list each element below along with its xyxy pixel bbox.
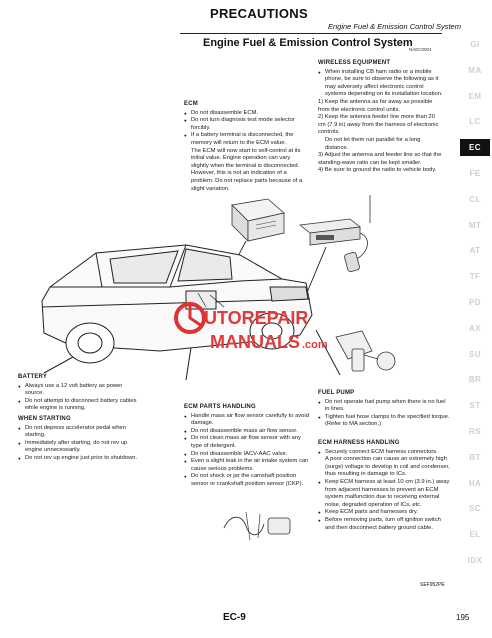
fuel-pump-block [318, 390, 450, 429]
wireless-item: 3) Adjust the antenna and feeder line so that the standing-wave ratio can be kept smaller. [318, 152, 442, 166]
tab-ma[interactable]: MA [468, 65, 482, 75]
tab-lc[interactable]: LC [469, 117, 481, 127]
tab-br[interactable]: BR [468, 375, 482, 385]
tab-su[interactable]: SU [469, 349, 481, 359]
fuel-pump-drawing [336, 331, 395, 371]
watermark-line2: MANUALS [210, 332, 300, 352]
fuel-heading: FUEL PUMP [318, 390, 355, 396]
tab-ha[interactable]: HA [468, 478, 482, 488]
sensor-sketch [220, 508, 296, 544]
tab-fe[interactable]: FE [469, 169, 481, 178]
harness-item: ● Before removing parts, turn off ignition switch and then disconnect battery ground cable. [318, 517, 450, 532]
tab-pd[interactable]: PD [469, 298, 481, 307]
wireless-item: 1) Keep the antenna as far away as possible from the electronic control units. [318, 98, 433, 113]
tab-el[interactable]: EL [469, 530, 481, 540]
page-number-label: EC-9 [223, 612, 246, 623]
ecm-block [184, 101, 308, 193]
ecm-item: ● If a battery terminal is disconnected, the memory will return to the ECM value. [184, 132, 308, 147]
harness-item: ● Keep ECM harness at least 10 cm (3.9 in.) away from adjacent harnesses to prevent an ECM system malfunction due to receiving external noise, degraded operation of ICs, etc. [318, 479, 450, 509]
section-code: NAEC0004 [409, 47, 432, 52]
wireless-item: Do not let them run parallel for a long distance. [325, 136, 421, 151]
tab-tf[interactable]: TF [469, 272, 481, 282]
ecm-unit-drawing [232, 199, 284, 241]
starting-item: ● Immediately after starting, do not rev up engine unnecessarily. [18, 440, 142, 455]
fuel-item: ● Tighten fuel hose clamps to the specified torque. (Refer to MA section.) [318, 414, 450, 429]
battery-heading: BATTERY [18, 374, 48, 380]
parts-item: ● Do not disassemble mass air flow sensor. [184, 428, 312, 436]
starting-heading: WHEN STARTING [18, 415, 71, 422]
battery-item: ● Always use a 12 volt battery as power source. [18, 383, 142, 398]
wireless-equipment-block [318, 60, 444, 175]
starting-item: ● Do not rev up engine just prior to shutdown. [18, 455, 142, 463]
tab-mt[interactable]: MT [468, 220, 482, 230]
tab-idx[interactable]: IDX [467, 556, 483, 565]
battery-item: ● Do not attempt to disconnect battery cables while engine is running. [18, 398, 142, 413]
parts-heading: ECM PARTS HANDLING [184, 404, 256, 410]
parts-handling-block [184, 404, 312, 489]
wireless-heading: WIRELESS EQUIPMENT [318, 60, 391, 66]
tab-at[interactable]: AT [469, 246, 481, 256]
watermark-logo [172, 298, 342, 370]
tab-gi[interactable]: GI [470, 40, 480, 49]
wireless-item: 4) Be sure to ground the radio to vehicle body. [318, 167, 437, 174]
battery-block [18, 374, 142, 463]
parts-item: ● Do not disassemble IACV-AAC valve. [184, 451, 312, 459]
tab-sc[interactable]: SC [469, 504, 481, 514]
tab-st[interactable]: ST [469, 401, 481, 411]
tab-cl[interactable]: CL [469, 194, 481, 204]
radio-drawing [300, 195, 370, 272]
page-header-title: PRECAUTIONS [210, 6, 308, 21]
wireless-item: 2) Keep the antenna feeder line more than 20 cm (7.9 in) away from the harness of electronic controls. [318, 114, 439, 136]
parts-item: ● Even a slight leak in the air intake system can cause serious problems. [184, 458, 312, 473]
ecm-heading: ECM [184, 101, 198, 107]
harness-note: A poor connection can cause an extremely high (surge) voltage to develop in coil and condenser, thus resulting in damage to ICs. [325, 456, 450, 478]
header-divider [180, 33, 442, 34]
tab-em[interactable]: EM [468, 91, 482, 101]
harness-item: ● Keep ECM parts and harnesses dry. [318, 509, 450, 517]
ecm-item: ● Do not turn diagnosis test mode selector forcibly. [184, 117, 308, 132]
harness-block [318, 440, 450, 532]
harness-item: ● Securely connect ECM harness connectors. [318, 449, 450, 457]
ecm-note: The ECM will now start to self-control at its initial value. Engine operation can vary slightly when the terminal is disconnected. However, this is not an indication of a problem. Do not replace parts because of a slight variation. [191, 147, 303, 192]
parts-item: ● Do not shock or jar the camshaft position sensor or crankshaft position sensor (CKP). [184, 473, 312, 488]
tab-rs[interactable]: RS [469, 427, 481, 436]
parts-item: ● Do not clean mass air flow sensor with any type of detergent. [184, 435, 312, 450]
tab-ax[interactable]: AX [469, 323, 481, 333]
starting-item: ● Do not depress accelerator pedal when starting. [18, 425, 142, 440]
parts-item: ● Handle mass air flow sensor carefully to avoid damage. [184, 413, 312, 428]
harness-heading: ECM HARNESS HANDLING [318, 440, 400, 446]
watermark-suffix: .com [302, 339, 328, 351]
section-title: Engine Fuel & Emission Control System [203, 37, 413, 49]
ecm-item: ● Do not disassemble ECM. [184, 110, 308, 118]
figure-code: SEF952PE [420, 582, 445, 588]
page-header-subtitle: Engine Fuel & Emission Control System [328, 22, 461, 31]
wireless-bullet: ● When installing CB ham radio or a mobile phone, be sure to observe the following as it may adversely affect electronic control systems depending on its installation location. [318, 69, 444, 99]
fuel-item: ● Do not operate fuel pump when there is no fuel in lines. [318, 399, 450, 414]
watermark-line1: UTOREPAIR [204, 308, 309, 328]
page-sequence-number: 195 [456, 613, 470, 622]
tab-bt[interactable]: BT [469, 452, 481, 462]
tab-ec[interactable]: EC [460, 139, 490, 156]
